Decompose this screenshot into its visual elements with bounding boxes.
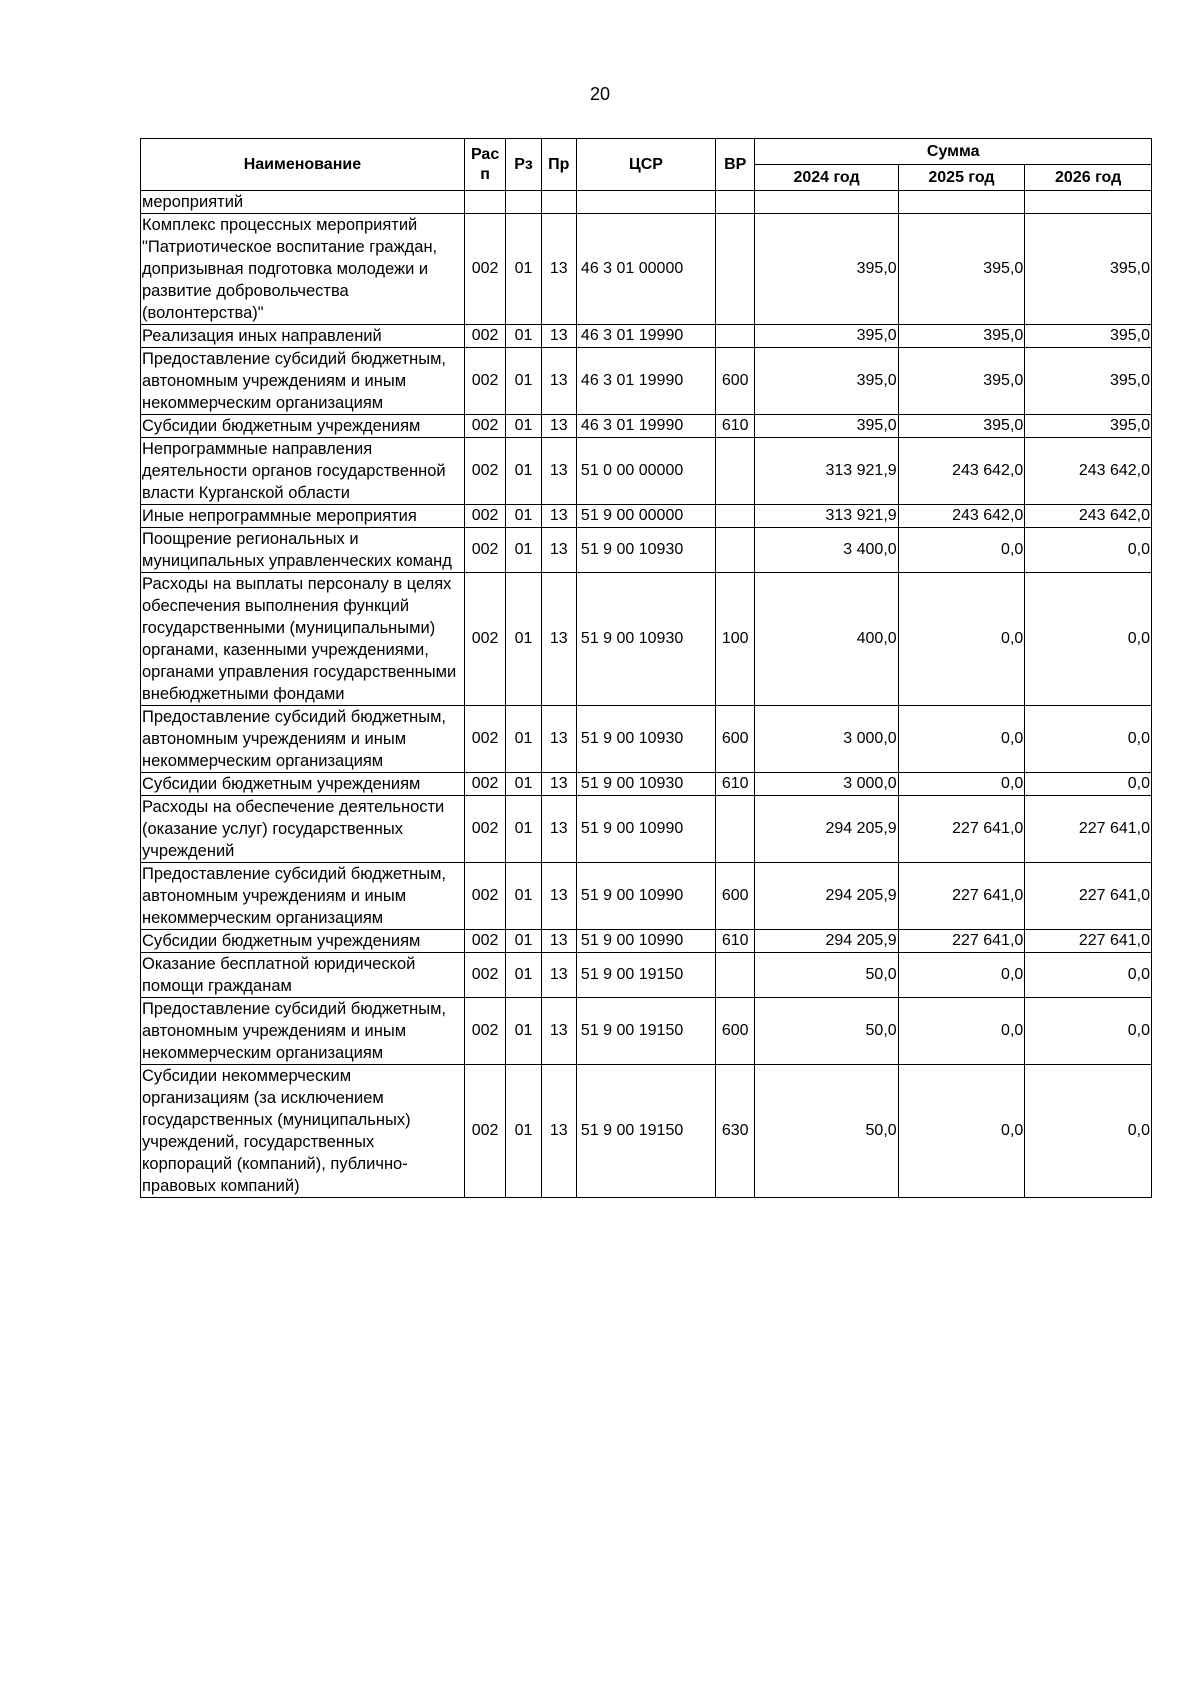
- row-vr: [716, 796, 755, 863]
- row-amount-2025: 0,0: [898, 953, 1025, 998]
- budget-table: [140, 138, 1152, 1198]
- row-vr: [716, 953, 755, 998]
- row-pr: 13: [541, 998, 576, 1065]
- row-csr: 51 9 00 19150: [576, 953, 715, 998]
- table-row: [141, 415, 1152, 438]
- table-header: [141, 139, 1152, 191]
- row-name: Реализация иных направлений: [141, 325, 465, 348]
- row-amount-2025: 227 641,0: [898, 930, 1025, 953]
- row-pr: 13: [541, 573, 576, 706]
- row-amount-2024: 3 000,0: [755, 706, 898, 773]
- row-name: Субсидии бюджетным учреждениям: [141, 415, 465, 438]
- row-rasp: 002: [464, 325, 506, 348]
- row-pr: 13: [541, 325, 576, 348]
- row-rz: [506, 191, 541, 214]
- row-amount-2025: 395,0: [898, 415, 1025, 438]
- row-rz: 01: [506, 863, 541, 930]
- table-row: [141, 796, 1152, 863]
- row-amount-2025: 227 641,0: [898, 796, 1025, 863]
- row-amount-2024: 3 400,0: [755, 528, 898, 573]
- table-row: [141, 528, 1152, 573]
- row-vr: [716, 191, 755, 214]
- row-rasp: 002: [464, 415, 506, 438]
- row-vr: 600: [716, 348, 755, 415]
- row-rz: 01: [506, 930, 541, 953]
- row-rz: 01: [506, 415, 541, 438]
- row-rasp: 002: [464, 348, 506, 415]
- row-name: Предоставление субсидий бюджетным, автономным учреждениям и иным некоммерческим организациям: [141, 998, 465, 1065]
- row-vr: 610: [716, 773, 755, 796]
- header-pr: Пр: [541, 139, 576, 191]
- row-rz: 01: [506, 528, 541, 573]
- row-amount-2026: 395,0: [1025, 214, 1152, 325]
- table-row: [141, 348, 1152, 415]
- table-row: [141, 505, 1152, 528]
- row-name: Расходы на выплаты персоналу в целях обеспечения выполнения функций государственными (муниципальными) органами, казенными учреждениями, органами управления государственными внебюджетными фондами: [141, 573, 465, 706]
- table-body: [141, 191, 1152, 1198]
- row-amount-2025: 0,0: [898, 573, 1025, 706]
- row-rasp: 002: [464, 998, 506, 1065]
- row-rz: 01: [506, 348, 541, 415]
- row-rasp: 002: [464, 214, 506, 325]
- row-amount-2026: 0,0: [1025, 953, 1152, 998]
- row-rasp: 002: [464, 773, 506, 796]
- row-csr: 51 9 00 10930: [576, 773, 715, 796]
- row-vr: [716, 528, 755, 573]
- row-rasp: 002: [464, 953, 506, 998]
- row-name: Оказание бесплатной юридической помощи гражданам: [141, 953, 465, 998]
- row-vr: 610: [716, 415, 755, 438]
- row-rasp: 002: [464, 528, 506, 573]
- row-csr: 51 9 00 10990: [576, 863, 715, 930]
- row-amount-2026: [1025, 191, 1152, 214]
- row-pr: 13: [541, 438, 576, 505]
- row-vr: 610: [716, 930, 755, 953]
- row-rasp: 002: [464, 505, 506, 528]
- table-row: [141, 1065, 1152, 1198]
- row-amount-2026: 0,0: [1025, 773, 1152, 796]
- row-amount-2024: 400,0: [755, 573, 898, 706]
- row-rz: 01: [506, 505, 541, 528]
- row-name: Расходы на обеспечение деятельности (оказание услуг) государственных учреждений: [141, 796, 465, 863]
- row-rz: 01: [506, 325, 541, 348]
- row-vr: 600: [716, 998, 755, 1065]
- row-name: Иные непрограммные мероприятия: [141, 505, 465, 528]
- row-amount-2024: 294 205,9: [755, 930, 898, 953]
- row-amount-2024: 395,0: [755, 325, 898, 348]
- table-row: [141, 773, 1152, 796]
- row-pr: 13: [541, 796, 576, 863]
- row-csr: 51 0 00 00000: [576, 438, 715, 505]
- row-vr: 600: [716, 706, 755, 773]
- row-name: Предоставление субсидий бюджетным, автономным учреждениям и иным некоммерческим организациям: [141, 706, 465, 773]
- row-rz: 01: [506, 214, 541, 325]
- row-csr: 46 3 01 00000: [576, 214, 715, 325]
- row-amount-2024: 395,0: [755, 214, 898, 325]
- row-name: Субсидии бюджетным учреждениям: [141, 773, 465, 796]
- row-rasp: [464, 191, 506, 214]
- header-rz: Рз: [506, 139, 541, 191]
- row-amount-2024: 395,0: [755, 348, 898, 415]
- row-rz: 01: [506, 998, 541, 1065]
- row-name: Комплекс процессных мероприятий "Патриотическое воспитание граждан, допризывная подготовка молодежи и развитие добровольчества (волонтерства)": [141, 214, 465, 325]
- table-row: [141, 953, 1152, 998]
- row-amount-2026: 395,0: [1025, 348, 1152, 415]
- row-pr: 13: [541, 214, 576, 325]
- row-amount-2026: 0,0: [1025, 998, 1152, 1065]
- row-amount-2026: 395,0: [1025, 325, 1152, 348]
- header-name: Наименование: [141, 139, 465, 191]
- row-name: Субсидии бюджетным учреждениям: [141, 930, 465, 953]
- row-name: мероприятий: [141, 191, 465, 214]
- row-amount-2025: 0,0: [898, 773, 1025, 796]
- row-vr: 600: [716, 863, 755, 930]
- row-csr: [576, 191, 715, 214]
- row-name: Поощрение региональных и муниципальных управленческих команд: [141, 528, 465, 573]
- row-rasp: 002: [464, 706, 506, 773]
- row-vr: 100: [716, 573, 755, 706]
- row-csr: 51 9 00 00000: [576, 505, 715, 528]
- row-amount-2025: 0,0: [898, 528, 1025, 573]
- row-amount-2024: [755, 191, 898, 214]
- row-amount-2025: 0,0: [898, 998, 1025, 1065]
- row-amount-2024: 313 921,9: [755, 438, 898, 505]
- row-vr: 630: [716, 1065, 755, 1198]
- row-vr: [716, 505, 755, 528]
- row-vr: [716, 438, 755, 505]
- table-row: [141, 998, 1152, 1065]
- table-row: [141, 214, 1152, 325]
- row-rasp: 002: [464, 573, 506, 706]
- page-number: 20: [589, 84, 611, 104]
- header-csr: ЦСР: [576, 139, 715, 191]
- row-amount-2026: 0,0: [1025, 573, 1152, 706]
- row-vr: [716, 325, 755, 348]
- row-amount-2025: 395,0: [898, 214, 1025, 325]
- row-pr: 13: [541, 415, 576, 438]
- row-amount-2026: 227 641,0: [1025, 863, 1152, 930]
- row-amount-2024: 294 205,9: [755, 863, 898, 930]
- row-vr: [716, 214, 755, 325]
- row-pr: 13: [541, 348, 576, 415]
- table-row: [141, 325, 1152, 348]
- row-rz: 01: [506, 953, 541, 998]
- row-amount-2024: 313 921,9: [755, 505, 898, 528]
- header-vr: ВР: [716, 139, 755, 191]
- row-amount-2026: 0,0: [1025, 1065, 1152, 1198]
- table-row: [141, 706, 1152, 773]
- row-amount-2024: 395,0: [755, 415, 898, 438]
- row-rz: 01: [506, 1065, 541, 1198]
- row-csr: 46 3 01 19990: [576, 325, 715, 348]
- row-amount-2025: 395,0: [898, 325, 1025, 348]
- row-csr: 51 9 00 10990: [576, 796, 715, 863]
- table-row: [141, 438, 1152, 505]
- row-csr: 51 9 00 10930: [576, 528, 715, 573]
- row-pr: 13: [541, 773, 576, 796]
- row-amount-2024: 50,0: [755, 998, 898, 1065]
- row-rz: 01: [506, 773, 541, 796]
- header-2025: 2025 год: [898, 165, 1025, 191]
- row-amount-2025: [898, 191, 1025, 214]
- row-name: Предоставление субсидий бюджетным, автономным учреждениям и иным некоммерческим организациям: [141, 863, 465, 930]
- row-pr: 13: [541, 863, 576, 930]
- row-pr: 13: [541, 930, 576, 953]
- row-amount-2025: 0,0: [898, 1065, 1025, 1198]
- header-2024: 2024 год: [755, 165, 898, 191]
- row-csr: 51 9 00 19150: [576, 998, 715, 1065]
- row-amount-2026: 227 641,0: [1025, 796, 1152, 863]
- row-amount-2026: 243 642,0: [1025, 505, 1152, 528]
- row-rz: 01: [506, 573, 541, 706]
- row-amount-2025: 227 641,0: [898, 863, 1025, 930]
- row-amount-2024: 50,0: [755, 1065, 898, 1198]
- row-pr: [541, 191, 576, 214]
- row-rasp: 002: [464, 438, 506, 505]
- table-row: [141, 573, 1152, 706]
- row-rasp: 002: [464, 930, 506, 953]
- row-amount-2024: 294 205,9: [755, 796, 898, 863]
- row-pr: 13: [541, 1065, 576, 1198]
- row-amount-2026: 0,0: [1025, 706, 1152, 773]
- row-rasp: 002: [464, 1065, 506, 1198]
- row-csr: 51 9 00 10930: [576, 573, 715, 706]
- row-amount-2025: 0,0: [898, 706, 1025, 773]
- row-name: Непрограммные направления деятельности органов государственной власти Курганской области: [141, 438, 465, 505]
- row-pr: 13: [541, 505, 576, 528]
- row-amount-2026: 243 642,0: [1025, 438, 1152, 505]
- row-pr: 13: [541, 528, 576, 573]
- row-csr: 51 9 00 10990: [576, 930, 715, 953]
- table-row: [141, 191, 1152, 214]
- row-pr: 13: [541, 706, 576, 773]
- row-rasp: 002: [464, 863, 506, 930]
- row-csr: 46 3 01 19990: [576, 348, 715, 415]
- row-name: Субсидии некоммерческим организациям (за исключением государственных (муниципальных) учреждений, государственных корпораций (компаний), публично-правовых компаний): [141, 1065, 465, 1198]
- table-row: [141, 863, 1152, 930]
- row-rasp: 002: [464, 796, 506, 863]
- row-amount-2026: 227 641,0: [1025, 930, 1152, 953]
- row-csr: 51 9 00 10930: [576, 706, 715, 773]
- table-row: [141, 930, 1152, 953]
- header-2026: 2026 год: [1025, 165, 1152, 191]
- row-amount-2024: 3 000,0: [755, 773, 898, 796]
- row-amount-2025: 243 642,0: [898, 505, 1025, 528]
- row-amount-2026: 0,0: [1025, 528, 1152, 573]
- header-rasp: Рас п: [464, 139, 506, 191]
- row-rz: 01: [506, 438, 541, 505]
- row-csr: 51 9 00 19150: [576, 1065, 715, 1198]
- row-amount-2025: 395,0: [898, 348, 1025, 415]
- row-rz: 01: [506, 706, 541, 773]
- row-name: Предоставление субсидий бюджетным, автономным учреждениям и иным некоммерческим организациям: [141, 348, 465, 415]
- row-pr: 13: [541, 953, 576, 998]
- row-amount-2025: 243 642,0: [898, 438, 1025, 505]
- row-rz: 01: [506, 796, 541, 863]
- header-summa: Сумма: [755, 139, 1152, 165]
- row-amount-2026: 395,0: [1025, 415, 1152, 438]
- row-amount-2024: 50,0: [755, 953, 898, 998]
- row-csr: 46 3 01 19990: [576, 415, 715, 438]
